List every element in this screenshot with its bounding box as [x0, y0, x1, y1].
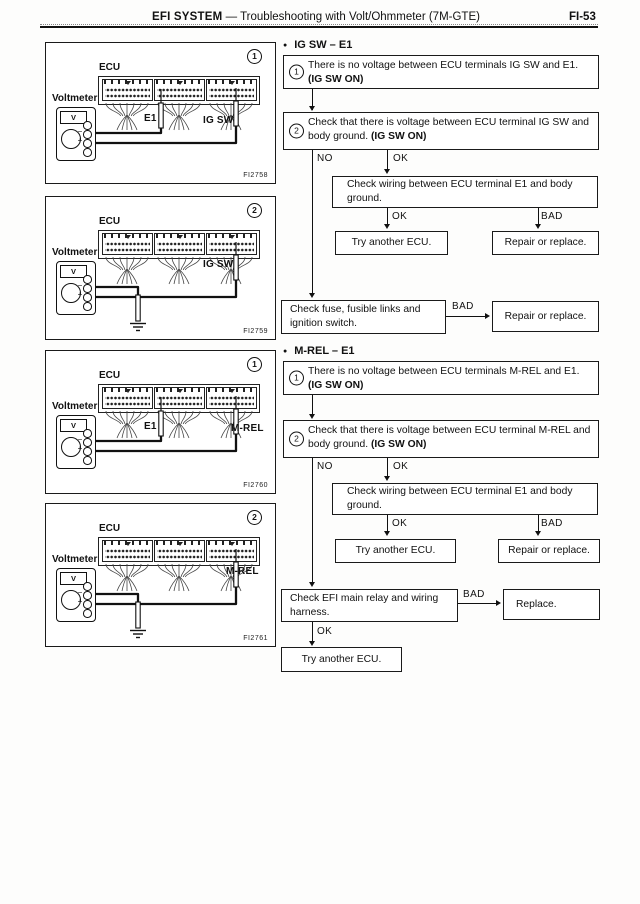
ground-wire [92, 594, 138, 604]
test-probe [159, 411, 163, 436]
action-box-try-ecu: Try another ECU. [335, 539, 456, 563]
terminal-label-e1: E1 [144, 113, 157, 124]
branch-label-ok: OK [393, 461, 409, 472]
step-box-check-voltage: 2 Check that there is voltage between ECU terminal IG SW and body ground. (IG SW ON) [283, 112, 599, 150]
connector-line [387, 150, 388, 170]
connector-line [538, 208, 539, 225]
arrow-down-icon [384, 476, 390, 481]
terminal-label-mrel: M-REL [231, 423, 264, 434]
voltmeter-terminal [83, 429, 92, 438]
voltmeter [56, 107, 96, 161]
plus-sign: + [77, 444, 83, 453]
terminal-label-igsw: IG SW [203, 115, 234, 126]
voltmeter-terminal [83, 121, 92, 130]
test-probe [159, 103, 163, 128]
action-box-check-fuse: Check fuse, fusible links and ignition switch. [281, 300, 446, 334]
connector-line [312, 395, 313, 414]
connector-line [446, 316, 485, 317]
step-number-badge: 2 [289, 432, 304, 447]
branch-label-no: NO [317, 461, 333, 472]
ground-wire [92, 287, 138, 297]
step-number-badge: 2 [289, 124, 304, 139]
test-probe [234, 255, 238, 280]
page-title [152, 11, 480, 23]
plus-sign: + [77, 136, 83, 145]
voltmeter-terminal [83, 600, 92, 609]
voltmeter-display: V [60, 265, 87, 278]
voltmeter-terminal [83, 139, 92, 148]
connector-line [387, 208, 388, 225]
page-number: FI-53 [569, 11, 596, 23]
voltmeter-label: Voltmeter [52, 247, 98, 258]
voltmeter-display: V [60, 419, 87, 432]
connector-line [312, 622, 313, 641]
voltmeter-label: Voltmeter [52, 93, 98, 104]
header-rule [40, 26, 598, 28]
action-box-repair-2: Repair or replace. [492, 301, 599, 332]
branch-label-ok: OK [392, 518, 408, 529]
step-number-badge: 1 [289, 371, 304, 386]
diagram-number-badge: 2 [247, 510, 262, 525]
bullet-icon: ● [283, 41, 288, 49]
arrow-down-icon [384, 224, 390, 229]
page-title-subtitle: Troubleshooting with Volt/Ohmmeter (7M-GTE) [240, 11, 480, 23]
figure-number: FI2761 [243, 635, 268, 642]
action-box-replace: Replace. [503, 589, 600, 620]
action-box-try-ecu: Try another ECU. [335, 231, 448, 255]
arrow-down-icon [309, 582, 315, 587]
step-box-symptom: 1 There is no voltage between ECU terminals M-REL and E1. (IG SW ON) [283, 361, 599, 395]
voltmeter [56, 261, 96, 315]
voltmeter-display: V [60, 111, 87, 124]
diagram-number-badge: 1 [247, 357, 262, 372]
action-box-try-ecu-2: Try another ECU. [281, 647, 402, 672]
action-box-repair: Repair or replace. [492, 231, 599, 255]
branch-label-bad: BAD [541, 211, 563, 222]
header-rule-dotted [40, 24, 598, 25]
arrow-down-icon [309, 414, 315, 419]
ecu-label: ECU [99, 62, 121, 73]
flowchart-title-mrel-e1: ● M-REL – E1 [283, 345, 355, 357]
voltmeter-display: V [60, 572, 87, 585]
figure-number: FI2759 [243, 328, 268, 335]
minus-sign: − [77, 281, 83, 290]
branch-label-bad: BAD [463, 589, 485, 600]
test-probe [234, 101, 238, 126]
diagram-number-badge: 2 [247, 203, 262, 218]
voltmeter-terminal [83, 293, 92, 302]
branch-label-ok: OK [392, 211, 408, 222]
ground-probe [136, 602, 140, 628]
voltmeter-terminal [83, 148, 92, 157]
step-box-symptom: 1 There is no voltage between ECU terminals IG SW and E1. (IG SW ON) [283, 55, 599, 89]
voltmeter-terminal [83, 438, 92, 447]
arrow-down-icon [535, 531, 541, 536]
ecu-label: ECU [99, 370, 121, 381]
diagram-panel-fi2761 [45, 503, 276, 647]
arrow-right-icon [485, 313, 490, 319]
voltmeter [56, 415, 96, 469]
action-box-check-relay: Check EFI main relay and wiring harness. [281, 589, 458, 622]
voltmeter-terminal [83, 302, 92, 311]
branch-label-ok: OK [393, 153, 409, 164]
branch-label-ok: OK [317, 626, 333, 637]
ground-probe [136, 295, 140, 321]
minus-sign: − [77, 588, 83, 597]
bullet-icon: ● [283, 347, 288, 355]
plus-sign: + [77, 290, 83, 299]
action-box-check-wiring: Check wiring between ECU terminal E1 and body ground. [332, 176, 598, 208]
connector-line [387, 515, 388, 532]
diagram-panel-fi2759 [45, 196, 276, 340]
step-box-check-voltage: 2 Check that there is voltage between ECU terminal M-REL and body ground. (IG SW ON) [283, 420, 599, 458]
connector-line [312, 150, 313, 294]
voltmeter-terminal [83, 582, 92, 591]
voltmeter-terminal [83, 284, 92, 293]
minus-sign: − [77, 127, 83, 136]
action-box-check-wiring: Check wiring between ECU terminal E1 and body ground. [332, 483, 598, 515]
figure-number: FI2758 [243, 172, 268, 179]
step-number-badge: 1 [289, 65, 304, 80]
voltmeter-label: Voltmeter [52, 554, 98, 565]
page-title-system: EFI SYSTEM [152, 11, 223, 23]
terminal-label-e1: E1 [144, 421, 157, 432]
arrow-down-icon [309, 106, 315, 111]
voltmeter-terminal [83, 130, 92, 139]
branch-label-no: NO [317, 153, 333, 164]
connector-line [387, 458, 388, 477]
terminal-label-mrel: M-REL [226, 566, 259, 577]
diagram-panel-fi2758 [45, 42, 276, 184]
minus-sign: − [77, 435, 83, 444]
ecu-label: ECU [99, 523, 121, 534]
plus-sign: + [77, 597, 83, 606]
voltmeter-terminal [83, 456, 92, 465]
voltmeter [56, 568, 96, 622]
voltmeter-terminal [83, 447, 92, 456]
flowchart-title-igsw-e1: ● IG SW – E1 [283, 39, 353, 51]
terminal-label-igsw: IG SW [203, 259, 234, 270]
arrow-right-icon [496, 600, 501, 606]
arrow-down-icon [309, 641, 315, 646]
voltmeter-terminal [83, 275, 92, 284]
connector-line [538, 515, 539, 532]
diagram-number-badge: 1 [247, 49, 262, 64]
figure-number: FI2760 [243, 482, 268, 489]
branch-label-bad: BAD [541, 518, 563, 529]
connector-line [458, 603, 496, 604]
arrow-down-icon [384, 169, 390, 174]
connector-line [312, 458, 313, 583]
page-title-separator: — [225, 11, 238, 23]
action-box-repair: Repair or replace. [498, 539, 600, 563]
ecu-label: ECU [99, 216, 121, 227]
diagram-panel-fi2760 [45, 350, 276, 494]
voltmeter-label: Voltmeter [52, 401, 98, 412]
arrow-down-icon [384, 531, 390, 536]
branch-label-bad: BAD [452, 301, 474, 312]
voltmeter-terminal [83, 609, 92, 618]
voltmeter-terminal [83, 591, 92, 600]
arrow-down-icon [309, 293, 315, 298]
arrow-down-icon [535, 224, 541, 229]
